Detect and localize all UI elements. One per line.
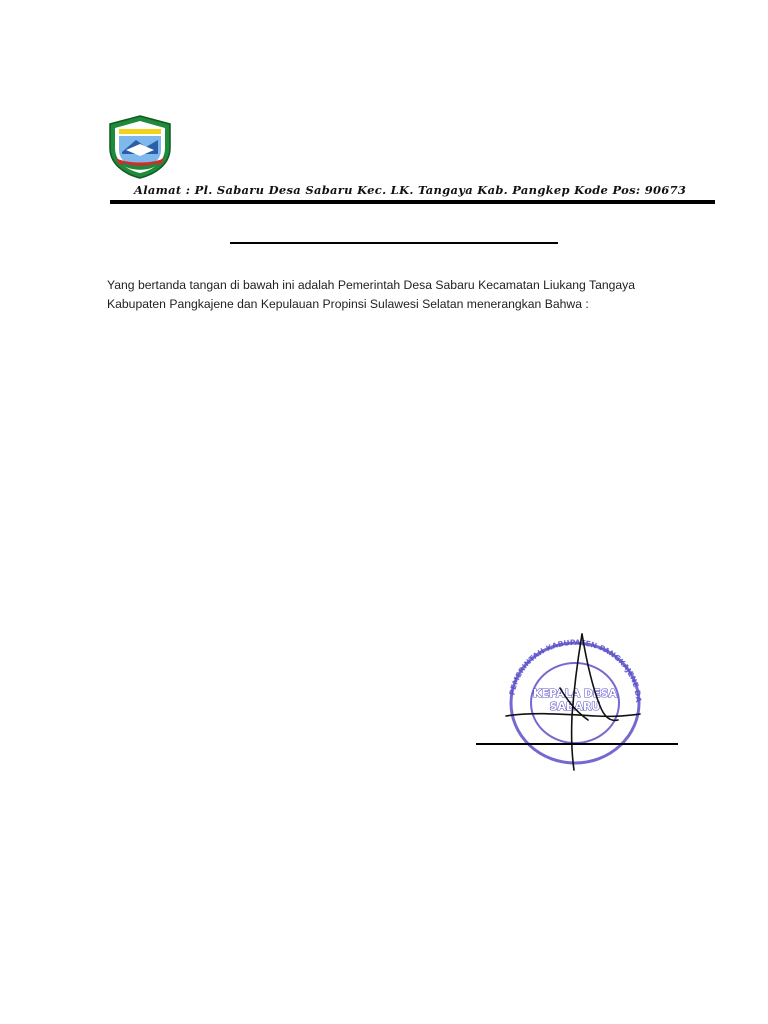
regency-emblem-icon <box>106 114 174 180</box>
stamp-center-line1: KEPALA DESA <box>532 687 618 700</box>
official-stamp-icon <box>496 621 650 773</box>
letterhead-divider <box>110 200 715 204</box>
letterhead-address: Alamat : Pl. Sabaru Desa Sabaru Kec. LK. Tangaya Kab. Pangkep Kode Pos: 90673 <box>134 183 687 197</box>
signature-line <box>476 743 678 745</box>
signature-and-stamp <box>496 621 650 773</box>
opening-paragraph: Yang bertanda tangan di bawah ini adalah Pemerintah Desa Sabaru Kecamatan Liukang Tangaya Kabupaten Pangkajene dan Kepulauan Propinsi Sulawesi Selatan menerangkan Bahwa : <box>107 278 636 311</box>
stamp-center-line2: SABARU <box>549 700 601 713</box>
stamp-ring-text: PEMERINTAH KABUPATEN PANGKAJENE DAN KEPULAUAN KEC.LIUKANG TANGAYA <box>496 621 644 703</box>
document-title-underline <box>230 242 558 244</box>
